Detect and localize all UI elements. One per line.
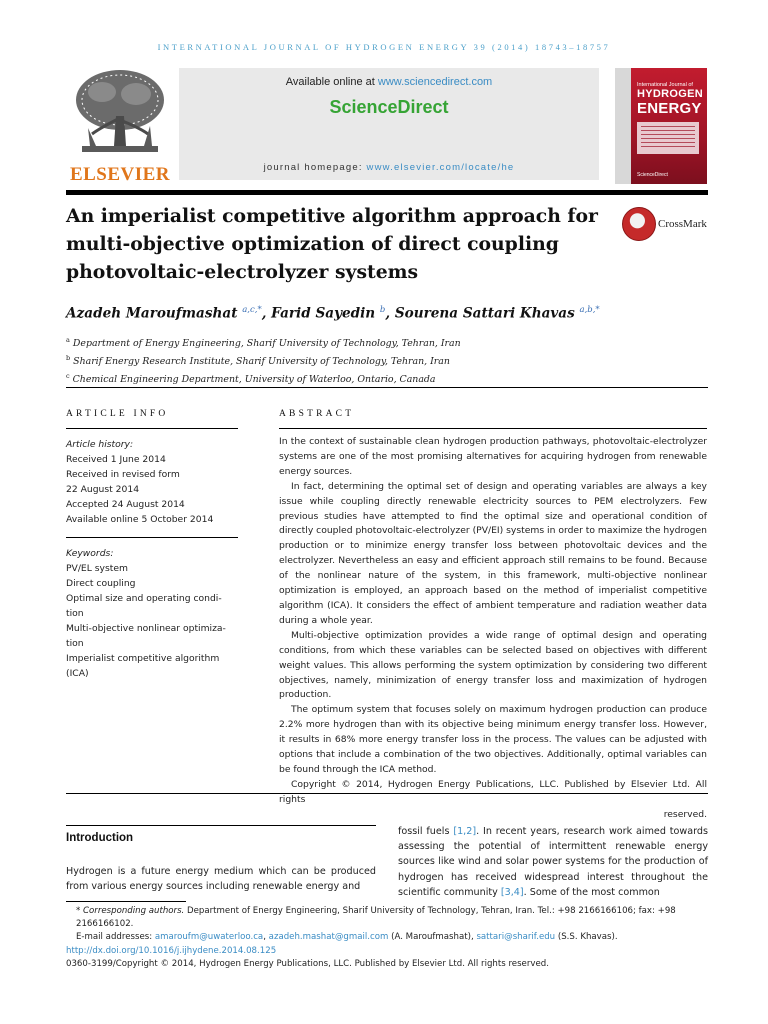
abstract-paragraph: The optimum system that focuses solely on maximum hydrogen production can produce 2.2% more hydrogen than with its objective being minimum energy transfer loss. However, it results in 68% more energy transfer loss in the process. The values can be adjusted with options that include a combination of the two objectives. Additionally, optimal variables can be found through the ICA method. [279,704,707,775]
sciencedirect-link[interactable]: www.sciencedirect.com [377,76,493,88]
corresponding-text: Department of Energy Engineering, Sharif University of Technology, Tehran, Iran. Tel.: +98 2166166106; fax: +98 2166166102. [76,906,676,930]
keyword: Direct coupling [66,578,136,589]
author-affil-sup[interactable]: a,b,* [579,305,600,315]
author-separator: , [261,305,272,322]
history-item: Received in revised form [66,469,180,480]
keywords-label: Keywords: [66,548,114,559]
elsevier-logo[interactable] [66,68,174,184]
spacer [66,527,238,537]
intro-text: . In recent years, research work aimed towards assessing the potential of intermittent renewable energy sources like wind and solar power systems for the production of hydrogen has received widespread interest throughout the scientific community [398,826,708,898]
history-item: Accepted 24 August 2014 [66,499,185,510]
affiliation-item [66,351,706,369]
affiliation-item [66,369,706,387]
cover-stripe [615,68,631,184]
abstract-paragraph: In fact, determining the optimal set of design and operating variables are always a key issue while coupling directly renewable electricity sources to PEM electrolyzers. Few previous studies have attempted to find the optimal size and operational condition of directly coupled photovoltaic-electrolyzer (PV/EI) systems in order to maximize the hydrogen production or to minimize energy transfer loss between photovoltaic devices and the electrolyzer. Nevertheless an easy and efficient approach still remains to be found. Because of the nonlinear nature of the system, in this framework, multi-objective nonlinear optimization is employed, an approach based on the method of imperialist competitive algorithm (ICA). It considers the effect of ambient temperature and radiation weather data during a whole year. [279,480,707,626]
affiliations [66,333,706,387]
footnotes [66,905,710,971]
email-label: E-mail addresses: [76,932,155,943]
article-info-heading: ARTICLE INFO [66,409,169,419]
keyword: tion [66,638,84,649]
copyright-line: Copyright © 2014, Hydrogen Energy Publications, LLC. Published by Elsevier Ltd. All rights [279,778,707,805]
copyright-footnote: 0360-3199/Copyright © 2014, Hydrogen Energy Publications, LLC. Published by Elsevier Ltd. All rights reserved. [66,958,549,969]
keyword: Imperialist competitive algorithm [66,653,220,664]
cover-title-line1: HYDROGEN [637,88,703,100]
keyword: PV/EL system [66,563,128,574]
author-name[interactable]: Sourena Sattari Khavas [394,305,575,322]
author-name[interactable]: Azadeh Maroufmashat [66,305,238,322]
email-owner: (S.S. Khavas). [555,932,618,943]
elsevier-tree-icon [70,68,170,160]
cover-journal-small: International Journal of [637,82,693,88]
intro-right-column [398,824,708,900]
email-owner: (A. Maroufmashat), [388,932,477,943]
introduction-heading: Introduction [66,832,134,844]
elsevier-wordmark: ELSEVIER [69,164,171,185]
abstract [279,428,707,823]
affiliation-rule [66,387,708,388]
history-item: Available online 5 October 2014 [66,514,214,525]
email-link[interactable]: sattari@sharif.edu [476,932,556,943]
info-rule [66,428,238,429]
affiliation-item [66,333,706,351]
keyword: Optimal size and operating condi- [66,593,222,604]
homepage-link[interactable]: www.elsevier.com/locate/he [366,162,515,173]
cover-foot: ScienceDirect [637,172,668,178]
running-head: INTERNATIONAL JOURNAL OF HYDROGEN ENERGY 39 (2014) 18743–18757 [157,42,611,52]
affiliation-text: Chemical Engineering Department, University of Waterloo, Ontario, Canada [72,374,436,386]
homepage-label: journal homepage: [263,162,367,173]
affiliation-text: Sharif Energy Research Institute, Sharif University of Technology, Tehran, Iran [73,356,450,368]
history-label: Article history: [66,439,134,450]
affiliation-sup: c [66,372,70,381]
sciencedirect-banner [179,68,599,180]
author-affil-sup[interactable]: b [379,305,386,315]
abstract-paragraph: In the context of sustainable clean hydrogen production pathways, photovoltaic-electrolyzer systems are one of the most promising alternatives for acquiring hydrogen from renewable energy sources. [279,436,707,477]
masthead [66,68,708,184]
intro-rule [66,825,376,826]
available-online [179,76,599,88]
email-separator: , [263,932,269,943]
citation-link[interactable]: [3,4] [500,886,524,898]
article-info [66,428,238,681]
corresponding-label: * Corresponding authors. [76,906,185,916]
intro-text: . Some of the most common [523,886,660,898]
author-affil-sup[interactable]: a,c,* [242,305,262,315]
history-item: Received 1 June 2014 [66,454,166,465]
email-footnote [66,931,710,944]
corresponding-footnote [66,905,710,931]
article-title: An imperialist competitive algorithm approach for multi-objective optimization of direct coupling photovoltaic-electrolyzer systems [66,205,598,283]
author-separator: , [385,305,395,322]
keyword: tion [66,608,84,619]
email-link[interactable]: azadeh.mashat@gmail.com [268,932,389,943]
sciencedirect-logo[interactable]: ScienceDirect [329,97,449,117]
crossmark-icon [622,207,656,241]
abstract-paragraph: Multi-objective optimization provides a wide range of optimal design and operating conditions, from which these variables can be selected based on objectives with different weight values. This allows performing the system optimization by considering two different objectives, namely, minimization of energy transfer loss and maximization of hydrogen production. [279,629,707,701]
history-item: 22 August 2014 [66,484,140,495]
author-name[interactable]: Farid Sayedin [271,305,376,322]
header-rule [66,190,708,195]
copyright-reserved: reserved. [663,808,707,820]
intro-left-column: Hydrogen is a future energy medium which can be produced from various energy sources including renewable energy and [66,866,376,893]
abstract-bottom-rule [66,793,708,794]
author-list [66,305,706,322]
crossmark-label: CrossMark [658,218,707,230]
affiliation-sup: b [66,354,71,363]
keywords-rule [66,537,238,538]
available-label: Available online at [285,76,378,88]
journal-cover[interactable] [615,68,707,184]
intro-text: fossil fuels [398,826,454,837]
doi-link[interactable]: http://dx.doi.org/10.1016/j.ijhydene.2014.08.125 [66,945,277,956]
affiliation-sup: a [66,336,70,344]
keyword: (ICA) [66,668,89,679]
email-link[interactable]: amaroufm@uwaterloo.ca [154,932,264,943]
keyword: Multi-objective nonlinear optimiza- [66,623,226,634]
cover-title-line2: ENERGY [637,100,702,117]
journal-homepage [179,162,599,173]
abstract-rule [279,428,707,429]
citation-link[interactable]: [1,2] [453,826,477,837]
crossmark-badge[interactable] [622,207,712,243]
affiliation-text: Department of Energy Engineering, Sharif University of Technology, Tehran, Iran [72,338,461,350]
cover-text-lines [641,126,695,150]
abstract-heading: ABSTRACT [279,409,355,419]
footnote-rule [66,901,186,902]
